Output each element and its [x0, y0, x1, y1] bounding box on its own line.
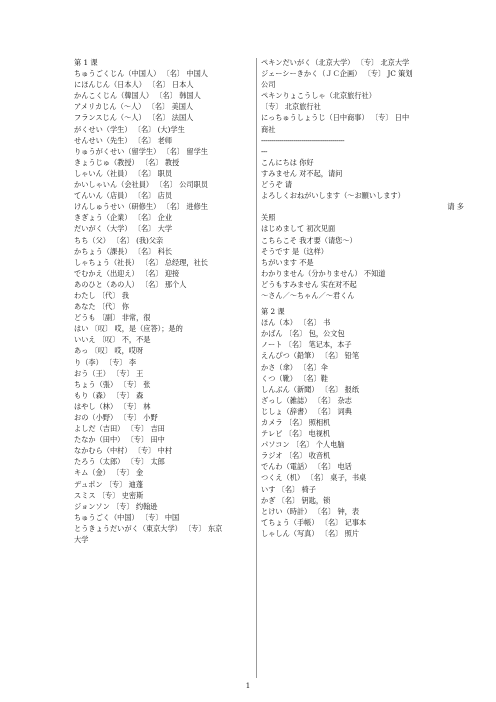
left-column-line: きぎょう（企業） 〔名〕 企业 [74, 213, 173, 223]
column-divider [256, 58, 257, 678]
right-column-line: 请 多 [447, 202, 464, 212]
right-column-line: こちらこそ 我才要（请您～） [261, 235, 357, 245]
left-column-line: り（李） 〔专〕 李 [74, 357, 137, 367]
left-column-line: きょうじゅ（教授） 〔名〕 教授 [74, 157, 180, 167]
right-column-line: ～さん／～ちゃん／～君くん [261, 290, 355, 300]
left-column-line: フランスじん（～人） 〔名〕 法国人 [74, 113, 194, 123]
left-column-line: でむかえ（出迎え） 〔名〕 迎接 [74, 268, 180, 278]
right-column-line: じしょ（辞書） 〔名〕 词典 [261, 406, 352, 416]
left-column-line: かいしゃいん（会社員） 〔名〕 公司职员 [74, 180, 208, 190]
right-column-line: いす 〔名〕 椅子 [261, 484, 316, 494]
right-column-line: かぎ 〔名〕 钥匙，锁 [261, 495, 331, 505]
left-column-line: にほんじん（日本人） 〔名〕 日本人 [74, 80, 194, 90]
left-column-line: アメリカじん（～人） 〔名〕 美国人 [74, 102, 194, 112]
right-column-line: でんわ（電話） 〔名〕 电话 [261, 462, 352, 472]
left-column-line: りゅうがくせい（留学生） 〔名〕 留学生 [74, 146, 208, 156]
right-column-line: 第 2 课 [261, 307, 285, 317]
left-column-line: とうきょうだいがく（東京大学） 〔专〕 东京 [74, 523, 223, 533]
left-column-line: はい 〔叹〕 哎，是（应答）；是的 [74, 324, 183, 334]
right-column-line: しゃしん（写真） 〔名〕 照片 [261, 528, 360, 538]
right-column-line: ----------------------------------------- [261, 135, 345, 145]
right-column-line: ラジオ 〔名〕 收音机 [261, 451, 331, 461]
right-column-line: にっちゅうしょうじ（日中商事） 〔专〕 日中 [261, 113, 410, 123]
right-column-line: くつ（靴） 〔名〕鞋 [261, 373, 328, 383]
right-column-line: パソコン 〔名〕 个人电脑 [261, 440, 345, 450]
left-column-line: なかむら（中村） 〔专〕 中村 [74, 446, 173, 456]
left-column-line: かちょう（課長） 〔名〕 科长 [74, 246, 173, 256]
left-column-line: しゃちょう（社長） 〔名〕 总经理，社长 [74, 257, 208, 267]
left-column-line: がくせい（学生） 〔名〕 (大)学生 [74, 124, 185, 134]
left-column-line: ジョンソン 〔专〕 约翰逊 [74, 501, 158, 511]
right-column-line: こんにちは 你好 [261, 157, 314, 167]
right-column-line: よろしくおねがいします（～お願いします） [261, 191, 405, 201]
right-column-line: --- [261, 146, 268, 156]
left-column-line: 大学 [74, 535, 89, 545]
page-number: 1 [245, 682, 251, 690]
left-column-line: スミス 〔专〕 史密斯 [74, 490, 144, 500]
right-column-line: かさ（傘） 〔名〕伞 [261, 362, 328, 372]
right-column-line: ノート 〔名〕 笔记本，本子 [261, 340, 352, 350]
right-column-line: かばん 〔名〕 包，公文包 [261, 329, 345, 339]
left-column-line: 第 1 课 [74, 58, 98, 67]
right-column-line: どうもすみません 实在对不起 [261, 279, 357, 289]
right-column-line: カメラ 〔名〕 照相机 [261, 418, 331, 427]
left-column-line: おの（小野） 〔专〕 小野 [74, 413, 158, 422]
left-column-line: せんせい（先生） 〔名〕 老师 [74, 135, 173, 145]
right-column-line: すみません 对不起，请问 [261, 168, 343, 178]
left-column-line: あのひと（あの人） 〔名〕 那个人 [74, 279, 187, 289]
right-column-line: 〔专〕 北京旅行社 [261, 102, 321, 112]
left-column-line: よしだ（吉田） 〔专〕 吉田 [74, 424, 165, 434]
left-column-line: たろう（太郎） 〔专〕 太郎 [74, 457, 165, 467]
right-column-line: てちょう（手帳） 〔名〕 记事本 [261, 517, 367, 527]
right-column-line: ジェーシーきかく（ＪＣ企画） 〔专〕 JC 策划 [261, 69, 413, 79]
right-column-line: しんぶん（新聞） 〔名〕 报纸 [261, 384, 360, 394]
right-column-line: ざっし（雑誌） 〔名〕 杂志 [261, 395, 352, 405]
left-column-line: だいがく（大学） 〔名〕 大学 [74, 224, 173, 234]
right-column-line: わかりません（分かりません） 不知道 [261, 268, 386, 278]
left-column-line: もり（森） 〔专〕 森 [74, 390, 144, 400]
left-column-line: デュポン 〔专〕 迪蓬 [74, 479, 144, 489]
left-column-line: しゃいん（社員） 〔名〕 职员 [74, 168, 173, 178]
right-column-line: とけい（時計） 〔名〕 钟，表 [261, 506, 360, 516]
right-column [261, 57, 468, 539]
left-column-line: はやし（林） 〔专〕 林 [74, 401, 151, 411]
right-column-line: えんぴつ（鉛筆） 〔名〕 铅笔 [261, 351, 360, 361]
left-column-line: けんしゅうせい（研修生） 〔名〕 进修生 [74, 202, 208, 212]
right-column-line: ペキンりょこうしゃ（北京旅行社） [261, 91, 376, 101]
right-column-line: 商社 [261, 124, 276, 134]
right-column-line: そうです 是（这样） [261, 246, 328, 256]
left-column-line: わたし 〔代〕 我 [74, 290, 129, 300]
right-column-line: ちがいます 不是 [261, 257, 314, 267]
right-column-line: どうぞ 请 [261, 180, 293, 190]
left-column-line: どうも 〔副〕 非常，很 [74, 313, 151, 323]
left-column-line: ちょう（張） 〔专〕 张 [74, 379, 151, 389]
left-column-line: いいえ 〔叹〕 不，不是 [74, 335, 151, 345]
left-column-line: ちゅうごく（中国） 〔专〕 中国 [74, 512, 180, 522]
left-column-line: かんこくじん（韓国人） 〔名〕 韩国人 [74, 91, 201, 101]
left-column [74, 57, 252, 545]
right-column-line: はじめまして 初次见面 [261, 224, 336, 234]
left-column-line: あなた 〔代〕 你 [74, 302, 129, 312]
right-column-line: 公司 [261, 80, 276, 90]
left-column-line: たなか（田中） 〔专〕 田中 [74, 435, 165, 445]
right-column-line: 关照 [261, 213, 276, 223]
right-column-line: ペキンだいがく（北京大学） 〔专〕 北京大学 [261, 58, 410, 67]
right-column-line: ほん（本） 〔名〕 书 [261, 318, 331, 328]
left-column-line: おう（王） 〔专〕 王 [74, 368, 144, 378]
left-column-line: ちゅうごくじん（中国人） 〔名〕 中国人 [74, 69, 208, 79]
right-column-line: つくえ（机） 〔名〕 桌子，书桌 [261, 473, 367, 483]
left-column-line: てんいん（店員） 〔名〕 店员 [74, 191, 173, 201]
left-column-line: ちち（父） 〔名〕 (我)父亲 [74, 235, 164, 245]
left-column-line: あっ 〔叹〕 哎，哎呀 [74, 346, 144, 356]
right-column-line: テレビ 〔名〕 电视机 [261, 429, 331, 439]
left-column-line: キム（金） 〔专〕 金 [74, 468, 144, 478]
